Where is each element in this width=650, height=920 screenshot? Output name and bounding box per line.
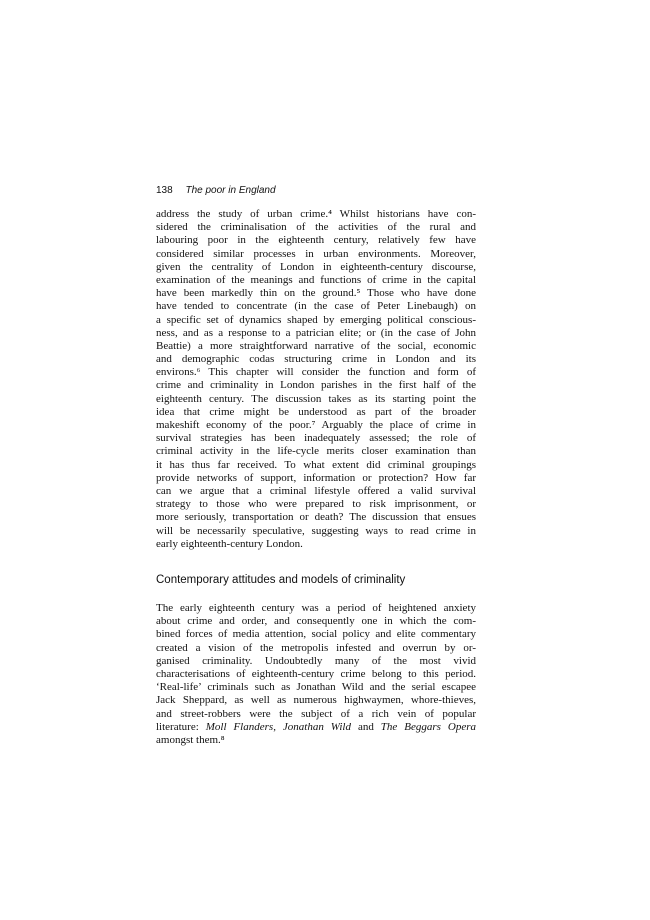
- section-heading: Contemporary attitudes and models of criminality: [156, 574, 406, 586]
- text-line: have been markedly thin on the ground.⁵ Those who have done: [156, 287, 476, 300]
- text-line-with-titles: [156, 721, 476, 734]
- text-line: provide networks of support, information or protection? How far: [156, 471, 476, 484]
- book-title: The Beggars Opera: [380, 720, 476, 733]
- text-line: more seriously, transportation or death? The discussion that ensues: [156, 511, 476, 524]
- text-fragment: and: [350, 720, 381, 733]
- text-line: makeshift economy of the poor.⁷ Arguably the place of crime in: [156, 419, 476, 431]
- text-fragment: ,: [273, 720, 283, 733]
- body-paragraph-1: [156, 208, 476, 551]
- text-line: idea that crime might be understood as part of the broader: [156, 405, 476, 418]
- text-fragment: literature:: [156, 720, 206, 733]
- text-line: Beattie) a more straightforward narrative of the social, economic: [156, 339, 476, 352]
- text-line: Jack Sheppard, as well as numerous highwaymen, whore-thieves,: [156, 694, 476, 707]
- text-line: ganised criminality. Undoubtedly many of the most vivid: [156, 654, 476, 667]
- text-line: it has thus far received. To what extent did criminal groupings: [156, 458, 476, 471]
- book-title: Jonathan Wild: [282, 720, 351, 733]
- text-line: a specific set of dynamics shaped by emerging political conscious-: [156, 313, 476, 326]
- running-header: [156, 185, 276, 196]
- page-number: 138: [156, 185, 173, 196]
- text-line: have tended to concentrate (in the case of Peter Linebaugh) on: [156, 300, 476, 313]
- text-line: ‘Real-life’ criminals such as Jonathan Wild and the serial escapee: [156, 681, 476, 694]
- text-line: will be necessarily speculative, suggesting ways to read crime in: [156, 524, 476, 537]
- text-line: examination of the meanings and functions of crime in the capital: [156, 273, 476, 286]
- text-line: considered similar processes in urban environments. Moreover,: [156, 247, 476, 260]
- text-line: bined forces of media attention, social policy and elite commentary: [156, 628, 476, 641]
- text-line: environs.⁶ This chapter will consider the function and form of: [156, 366, 476, 379]
- text-line: survival strategies has been inadequately assessed; the role of: [156, 432, 476, 445]
- text-line: characterisations of eighteenth-century crime belong to this period.: [156, 667, 476, 680]
- text-line: early eighteenth-century London.: [156, 537, 303, 550]
- text-line: amongst them.⁸: [156, 733, 225, 746]
- text-line: and demographic codas structuring crime in London and its: [156, 353, 476, 366]
- book-title: Moll Flanders: [205, 720, 274, 733]
- text-line: crime and criminality in London parishes in the first half of the: [156, 379, 476, 392]
- text-line: The early eighteenth century was a period of heightened anxiety: [156, 602, 476, 614]
- text-line: strategy to those who were prepared to risk imprisonment, or: [156, 498, 476, 511]
- body-paragraph-2: [156, 602, 476, 747]
- text-line: eighteenth century. The discussion takes as its starting point the: [156, 392, 476, 405]
- text-line: given the centrality of London in eighteenth-century discourse,: [156, 260, 476, 273]
- text-line: sidered the criminalisation of the activities of the rural and: [156, 221, 476, 234]
- text-line: about crime and order, and consequently one in which the com-: [156, 615, 476, 628]
- text-line: can we argue that a criminal lifestyle offered a valid survival: [156, 484, 476, 497]
- text-line: labouring poor in the eighteenth century, relatively few have: [156, 234, 476, 247]
- text-line: address the study of urban crime.⁴ Whilst historians have con-: [156, 208, 476, 220]
- running-title: The poor in England: [185, 185, 276, 196]
- text-line: criminal activity in the life-cycle merits closer examination than: [156, 445, 476, 458]
- text-line: created a vision of the metropolis infested and overrun by or-: [156, 641, 476, 654]
- text-line: and street-robbers were the subject of a rich vein of popular: [156, 707, 476, 720]
- text-line: ness, and as a response to a patrician elite; or (in the case of John: [156, 326, 476, 339]
